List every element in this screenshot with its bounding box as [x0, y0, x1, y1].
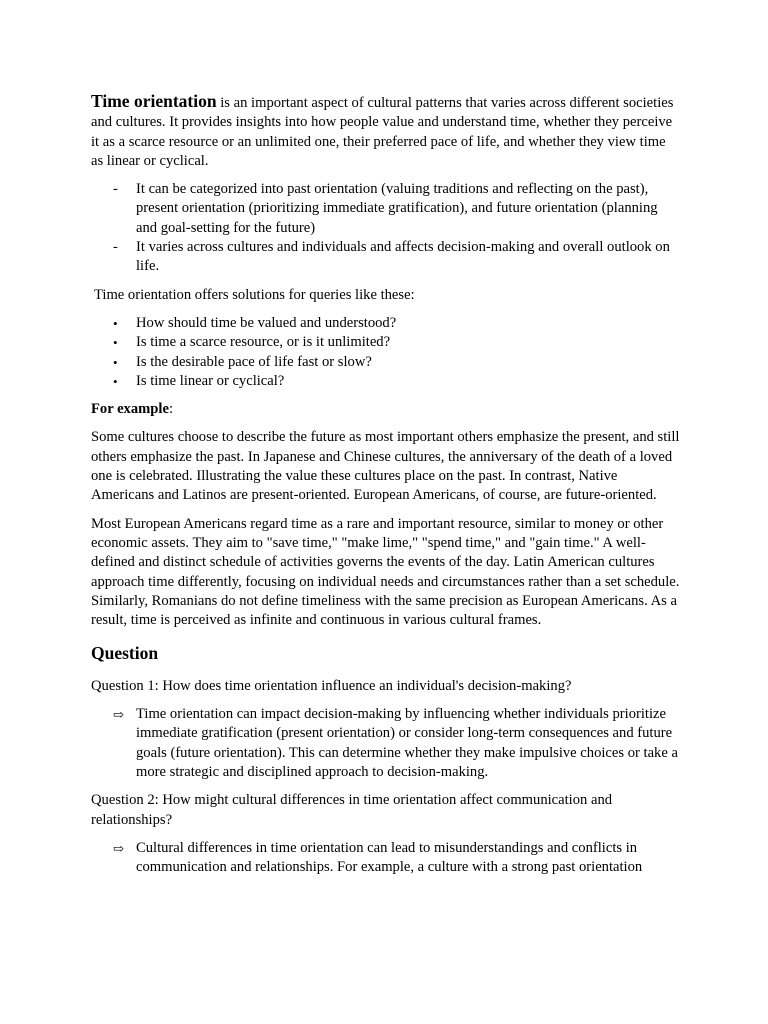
bullet-icon: •	[113, 315, 118, 331]
queries-intro: Time orientation offers solutions for queries like these:	[94, 286, 415, 303]
list-item-text: How should time be valued and understood?	[136, 314, 397, 331]
dash-list	[91, 180, 681, 276]
queries-list	[91, 314, 681, 391]
body-paragraph: Most European Americans regard time as a rare and important resource, similar to money or other economic assets. They aim to "save time," "make lime," "spend time," and "gain time." A well-defined and distinct schedule of activities governs the events of the day. Latin American cultures approach time differently, focusing on individual needs and circumstances rather than a set schedule. Similarly, Romanians do not define timeliness with the same precision as European Americans. As a result, time is perceived as infinite and continuous in various cultural frames.	[91, 515, 680, 629]
list-item	[91, 372, 681, 391]
answer-text: Cultural differences in time orientation can lead to misunderstandings and conflicts in communication and relationships. For example, a culture with a strong past orientation	[136, 839, 643, 876]
list-item	[91, 839, 681, 878]
list-item	[91, 180, 681, 238]
list-item	[91, 238, 681, 277]
question-text: Question 2: How might cultural differences in time orientation affect communication and relationships?	[91, 792, 613, 828]
dash-marker: -	[113, 181, 118, 198]
answer-list	[91, 839, 681, 878]
list-item-text: Is time a scarce resource, or is it unlimited?	[136, 334, 391, 351]
list-item-text: Is the desirable pace of life fast or slow?	[136, 353, 372, 370]
intro-text: is an important aspect of cultural patterns that varies across different societies and cultures. It provides insights into how people value and understand time, whether they perceive it as a scarce resource or an unlimited one, their preferred pace of life, and whether they view time as linear or cyclical.	[91, 95, 674, 169]
arrow-right-icon: ⇨	[113, 840, 124, 856]
list-item-text: It varies across cultures and individuals and affects decision-making and overall outlook on life.	[136, 239, 670, 275]
list-item	[91, 705, 681, 782]
question-heading: Question	[91, 643, 159, 664]
answer-text: Time orientation can impact decision-making by influencing whether individuals prioritize immediate gratification (present orientation) or consider long-term consequences and future goals (future orientation). This can determine whether they make impulsive choices or take a more strategic and disciplined approach to decision-making.	[136, 706, 678, 780]
intro-term: Time orientation	[91, 91, 217, 111]
bullet-icon: •	[113, 373, 118, 389]
bullet-icon: •	[113, 335, 118, 351]
intro-paragraph	[91, 92, 681, 171]
list-item	[91, 314, 681, 333]
example-label-text: For example	[91, 401, 169, 418]
example-label-colon: :	[168, 401, 174, 418]
bullet-icon: •	[113, 354, 118, 370]
list-item-text: It can be categorized into past orientation (valuing traditions and reflecting on the past), present orientation (prioritizing immediate gratification), and future orientation (planning and goal-setting for the future)	[136, 181, 658, 236]
body-paragraph: Some cultures choose to describe the future as most important others emphasize the present, and still others emphasize the past. In Japanese and Chinese cultures, the anniversary of the death of a loved one is celebrated. Illustrating the value these cultures place on the past. In contrast, Native Americans and Latinos are present-oriented. European Americans, of course, are future-oriented.	[91, 429, 680, 504]
document-page	[91, 92, 681, 886]
question-text: Question 1: How does time orientation influence an individual's decision-making?	[91, 677, 572, 694]
list-item-text: Is time linear or cyclical?	[136, 372, 285, 389]
answer-list	[91, 705, 681, 782]
arrow-right-icon: ⇨	[113, 707, 124, 723]
dash-marker: -	[113, 239, 118, 256]
example-label	[91, 400, 681, 419]
list-item	[91, 353, 681, 372]
list-item	[91, 333, 681, 352]
